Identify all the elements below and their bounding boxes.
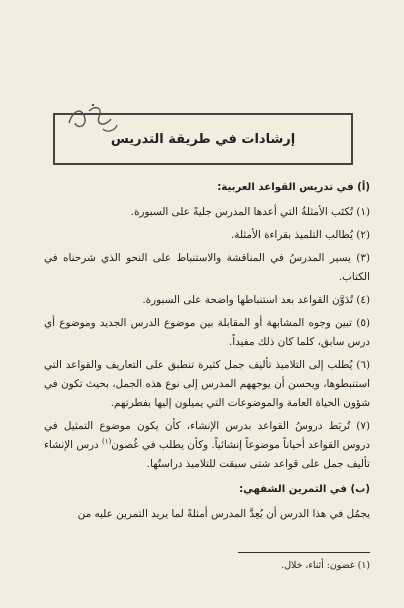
page-title: إرشادات في طريقة التدريس [110, 131, 296, 147]
list-item [44, 417, 370, 474]
footnote-divider [238, 552, 370, 553]
list-item: (٥) تبين وجوه المشابهة أو المقابلة بين موضوع الدرس الجديد وموضوع أي درس سابق، كلما كان ذلك مفيداً. [44, 317, 370, 348]
main-text [44, 178, 370, 528]
item7-text-end: درس الإنشاء تأليف جمل على قواعد شتى سبقت للتلاميذ دراستُها. [44, 439, 370, 470]
paragraph: يجمُل في هذا الدرس أن يُعِدَّ المدرس أمثلةً لما يريد التمرين عليه من [77, 508, 370, 520]
list-item: (٢) يُطالب التلميذ بقراءة الأمثلة. [230, 229, 370, 241]
handwritten-note [63, 101, 123, 137]
section-heading-a: (أ) في تدريس القواعد العربية: [217, 182, 370, 193]
footnote: (١) غضون: أثناء، خلال. [281, 560, 370, 571]
list-item: (٦) يُطلب إلى التلاميذ تأليف جمل كثيرة تنطبق على التعاريف والقواعد التي استنبطوها، ويحسن أن يوجههم المدرس إلى نوع هذه الجمل، بحيث تكون في شؤون الحياة العامة والموضوعات التي يميلون إليها بفطرتهم. [44, 359, 370, 409]
section-heading-b: (ب) في التمرين الشفهي: [239, 484, 370, 495]
section-title-box [53, 113, 353, 165]
item7-text-start: (٧) تُربَط دروسُ القواعد بدرس الإنشاء، كأن يكون موضوع التمثيل في دروس القواعد أحياناً موضوعاً إنشائياً. وكأن يطلب في غُصون [44, 420, 371, 451]
list-item: (١) تُكتَب الأمثلةُ التي أعدها المدرس جليةً على السبورة. [130, 206, 370, 218]
footnote-marker: (١) [101, 437, 112, 446]
svg-text:فرع: فرع [61, 135, 63, 136]
list-item: (٤) تُدَوَّن القواعد بعد استنباطها واضحة على السبورة. [142, 294, 370, 306]
list-item: (٣) يسير المدرسُ في المناقشة والاستنباط على النحو الذي شرحناه في الكتاب. [44, 252, 370, 283]
